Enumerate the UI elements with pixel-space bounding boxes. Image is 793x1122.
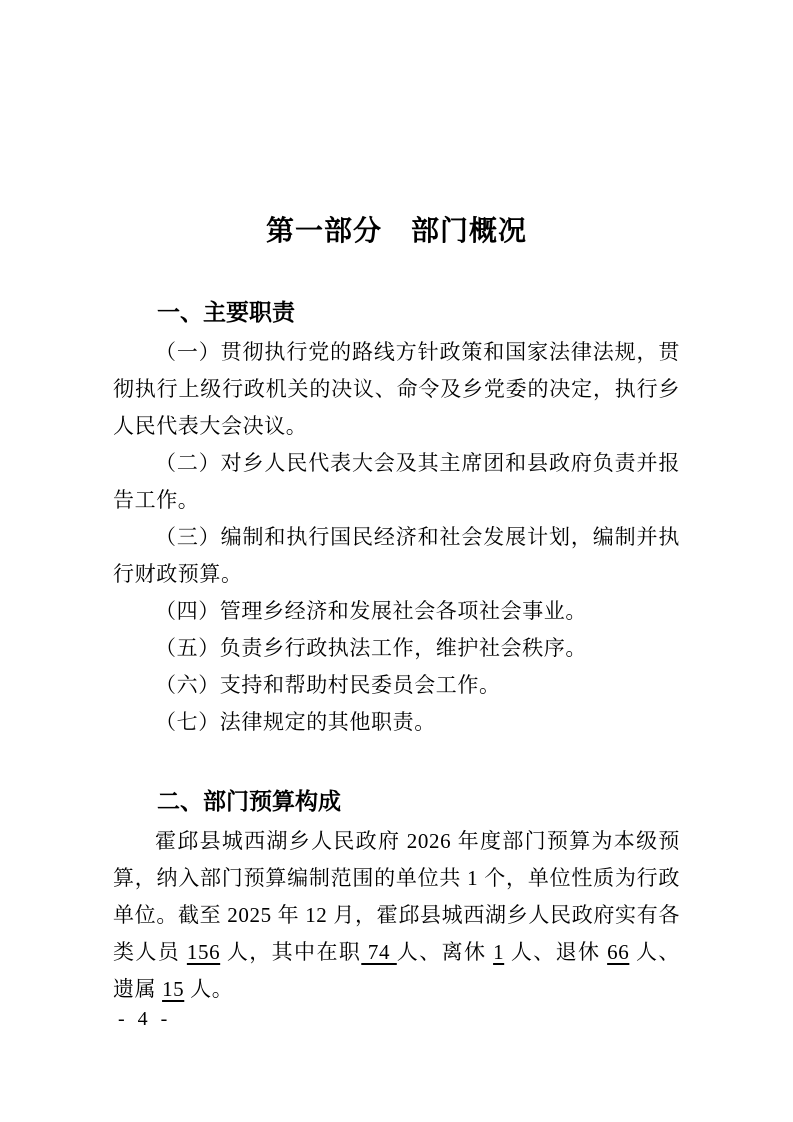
page-title: 第一部分 部门概况 [265,215,527,246]
paragraph-text: 人，其中在职 [220,940,362,964]
page-number: - 4 - [118,1008,172,1030]
paragraph-text: 霍邱县城西湖乡人民政府 2026 年度部门预算为本级预算，纳入部门预算编制范围的单位共 1 个，单位性质为行政单位。截至 2025 年 12 月，霍邱县城西湖乡人民政府实有各类人员 [113,829,680,964]
duty-item-2: （二）对乡人民代表大会及其主席团和县政府负责并报告工作。 [113,451,680,512]
section-main-duties [113,296,680,741]
retiree-count: 66 [607,940,630,964]
total-personnel-count: 156 [186,940,221,964]
paragraph-text: 人、离休 [396,940,494,964]
section2-heading: 二、部门预算构成 [157,788,341,814]
lixiu-retiree-count: 1 [493,940,505,964]
duty-item-1: （一）贯彻执行党的路线方针政策和国家法律法规，贯彻执行上级行政机关的决议、命令及乡党委的决定，执行乡人民代表大会决议。 [113,340,680,438]
section1-heading: 一、主要职责 [157,299,295,325]
budget-composition-paragraph [113,823,680,1008]
paragraph-text: 人、退休 [504,940,608,964]
duty-item-3: （三）编制和执行国民经济和社会发展计划，编制并执行财政预算。 [113,525,680,586]
duty-item-4: （四）管理乡经济和发展社会各项社会事业。 [155,599,587,623]
paragraph-text: 人。 [184,977,234,1001]
in-service-count: 74 [361,940,397,964]
paragraph-text: 人、遗属 [113,940,680,1001]
section-budget-composition [113,785,680,1008]
duty-item-5: （五）负责乡行政执法工作，维护社会秩序。 [155,636,587,660]
duty-item-7: （七）法律规定的其他职责。 [155,710,436,734]
duty-item-6: （六）支持和帮助村民委员会工作。 [155,673,501,697]
survivor-dependent-count: 15 [162,977,185,1001]
